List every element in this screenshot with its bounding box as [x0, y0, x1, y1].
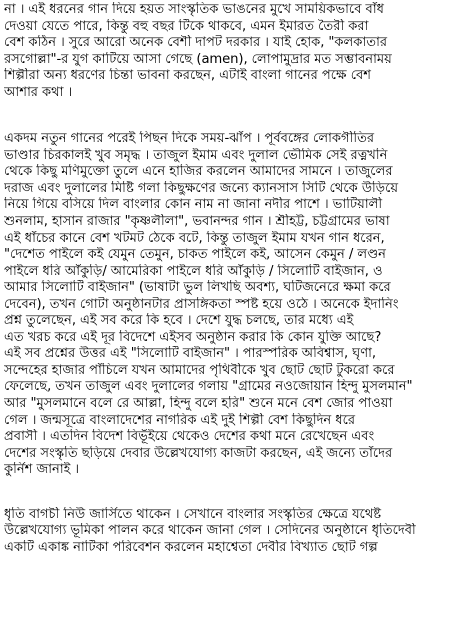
text-line: শুনলাম, হাসান রাজার "কৃষ্ণলীলা", ভবানন্দর গান । শ্রীহট্ট, চট্টগ্রামের ভাষা	[4, 214, 390, 230]
paragraph-3	[4, 507, 452, 557]
text-line: সন্দেহের হাজার পাঁচিলে যখন আমাদের পৃথিবীকে খুব ছোট ছোট টুকরো করে	[4, 362, 395, 378]
text-line: এত খরচ করে এই দূর বিদেশে এইসব অনুষ্ঠান করার কি কোন যুক্তি আছে?	[4, 329, 382, 345]
text-line: ফেলেছে, তখন তাজুল এবং দুলালের গলায় "গ্রামের নওজোয়ান হিন্দু মুসলমান"	[4, 379, 413, 395]
text-line: আশার কথা ।	[4, 84, 73, 100]
text-line: আর "মুসলমানে বলে রে আল্লা, হিন্দু বলে হরি" শুনে মনে বেশ জোর পাওয়া	[4, 396, 393, 412]
paragraph-1	[4, 2, 452, 101]
text-line: না । এই ধরনের গান দিয়ে হয়ত সাংস্কৃতিক ভাঙনের মুখে সাময়িকভাবে বাঁধ	[4, 2, 384, 17]
text-line: বেশ কঠিন । সুরে আরো অনেক বেশী দাপট দরকার । যাই হোক, "কলকাতার	[4, 35, 387, 51]
text-line: কুর্নিশ জানাই ।	[4, 462, 80, 478]
text-line: আমার সিলোটি বাইজান" (ভাষাটা ভুল লিখছি অবশ্য, ঘটিজনেরে ক্ষমা করে	[4, 280, 391, 296]
text-line: একদম নতুন গানের পরেই পিছন দিকে সময়-ঝাঁপ । পূর্ববঙ্গের লোকগীতির	[4, 131, 375, 147]
text-line: রসগোল্লা"-র যুগ কাটিয়ে আসা গেছে (amen), লোপামুদ্রার মত সম্ভাবনাময়	[4, 51, 392, 67]
text-line: প্রবাসী । এতদিন বিদেশ বিভূঁইয়ে থেকেও দেশের কথা মনে রেখেছেন এবং	[4, 429, 375, 445]
text-line: থেকে কিছু মণিমুক্তো তুলে এনে হাজির করলেন আমাদের সামনে । তাজুলের	[4, 164, 393, 180]
text-line: উল্লেখযোগ্য ভূমিকা পালন করে থাকেন জানা গেল । সেদিনের অনুষ্ঠানে ধৃতিদেবী	[4, 523, 416, 539]
paragraph-spacer	[4, 101, 452, 131]
text-line: দরাজ এবং দুলালের মিষ্টি গলা কিছুক্ষণের জন্যে ক্যানসাস সিটি থেকে উড়িয়ে	[4, 180, 399, 196]
text-line: প্রশ্ন তুলেছেন, এই সব করে কি হবে । দেশে যুদ্ধ চলছে, তার মধ্যে এই	[4, 313, 354, 329]
text-line: এই সব প্রশ্নের উত্তর এই "সিলোটি বাইজান" । পারস্পরিক অবিশ্বাস, ঘৃণা,	[4, 346, 377, 362]
paragraph-2	[4, 131, 452, 478]
text-line: শিল্পীরা অন্য ধরণের চিন্তা ভাবনা করছেন, এটাই বাংলা গানের পক্ষে বেশ	[4, 68, 371, 84]
text-line: একটি একাঙ্ক নাটিকা পরিবেশন করলেন মহাশ্বেতা দেবীর বিখ্যাত ছোট গল্প	[4, 539, 378, 555]
text-line: গেল । জন্মসূত্রে বাংলাদেশের নাগরিক এই দুই শিল্পী বেশ কিছুদিন ধরে	[4, 412, 356, 428]
text-line: ভাণ্ডার চিরকালই খুব সমৃদ্ধ । তাজুল ইমাম এবং দুলাল ভৌমিক সেই রত্নখনি	[4, 147, 388, 163]
text-line: "দেশেত পাইলে কই যেমুন তেমুন, চাকত পাইলে কই, আসেন কেমুন / লণ্ডন	[4, 247, 386, 263]
text-line: দেওয়া যেতে পারে, কিন্তু বহু বছর টিকে থাকবে, এমন ইমারত তৈরী করা	[4, 18, 369, 34]
text-line: এই ধাঁচের কানে বেশ খটমট ঠেকে বটে, কিন্তু তাজুল ইমাম যখন গান ধরেন,	[4, 230, 385, 246]
text-line: দেবেন), তখন গোটা অনুষ্ঠানটার প্রাসঙ্গিকতা স্পষ্ট হয়ে ওঠে । অনেকে ইদানিং	[4, 296, 399, 312]
text-line: নিয়ে গিয়ে বসিয়ে দিল বাংলার কোন নাম না জানা নদীর পাশে । ভাটিয়ালী	[4, 197, 383, 213]
text-line: ধৃতি বাগচী নিউ জার্সিতে থাকেন । সেখানে বাংলার সংস্কৃতির ক্ষেত্রে যথেষ্ট	[4, 506, 382, 522]
text-line: পাইলে ধরি আঁকুড়ি/ আমেরিকা পাইলে ধরি আঁকুড়ি / সিলোটি বাইজান, ও	[4, 263, 383, 279]
paragraph-spacer	[4, 479, 452, 507]
text-line: দেশের সংস্কৃতি ছড়িয়ে দেবার উল্লেখযোগ্য কাজটা করছেন, এই জন্যে তাঁদের	[4, 445, 393, 461]
